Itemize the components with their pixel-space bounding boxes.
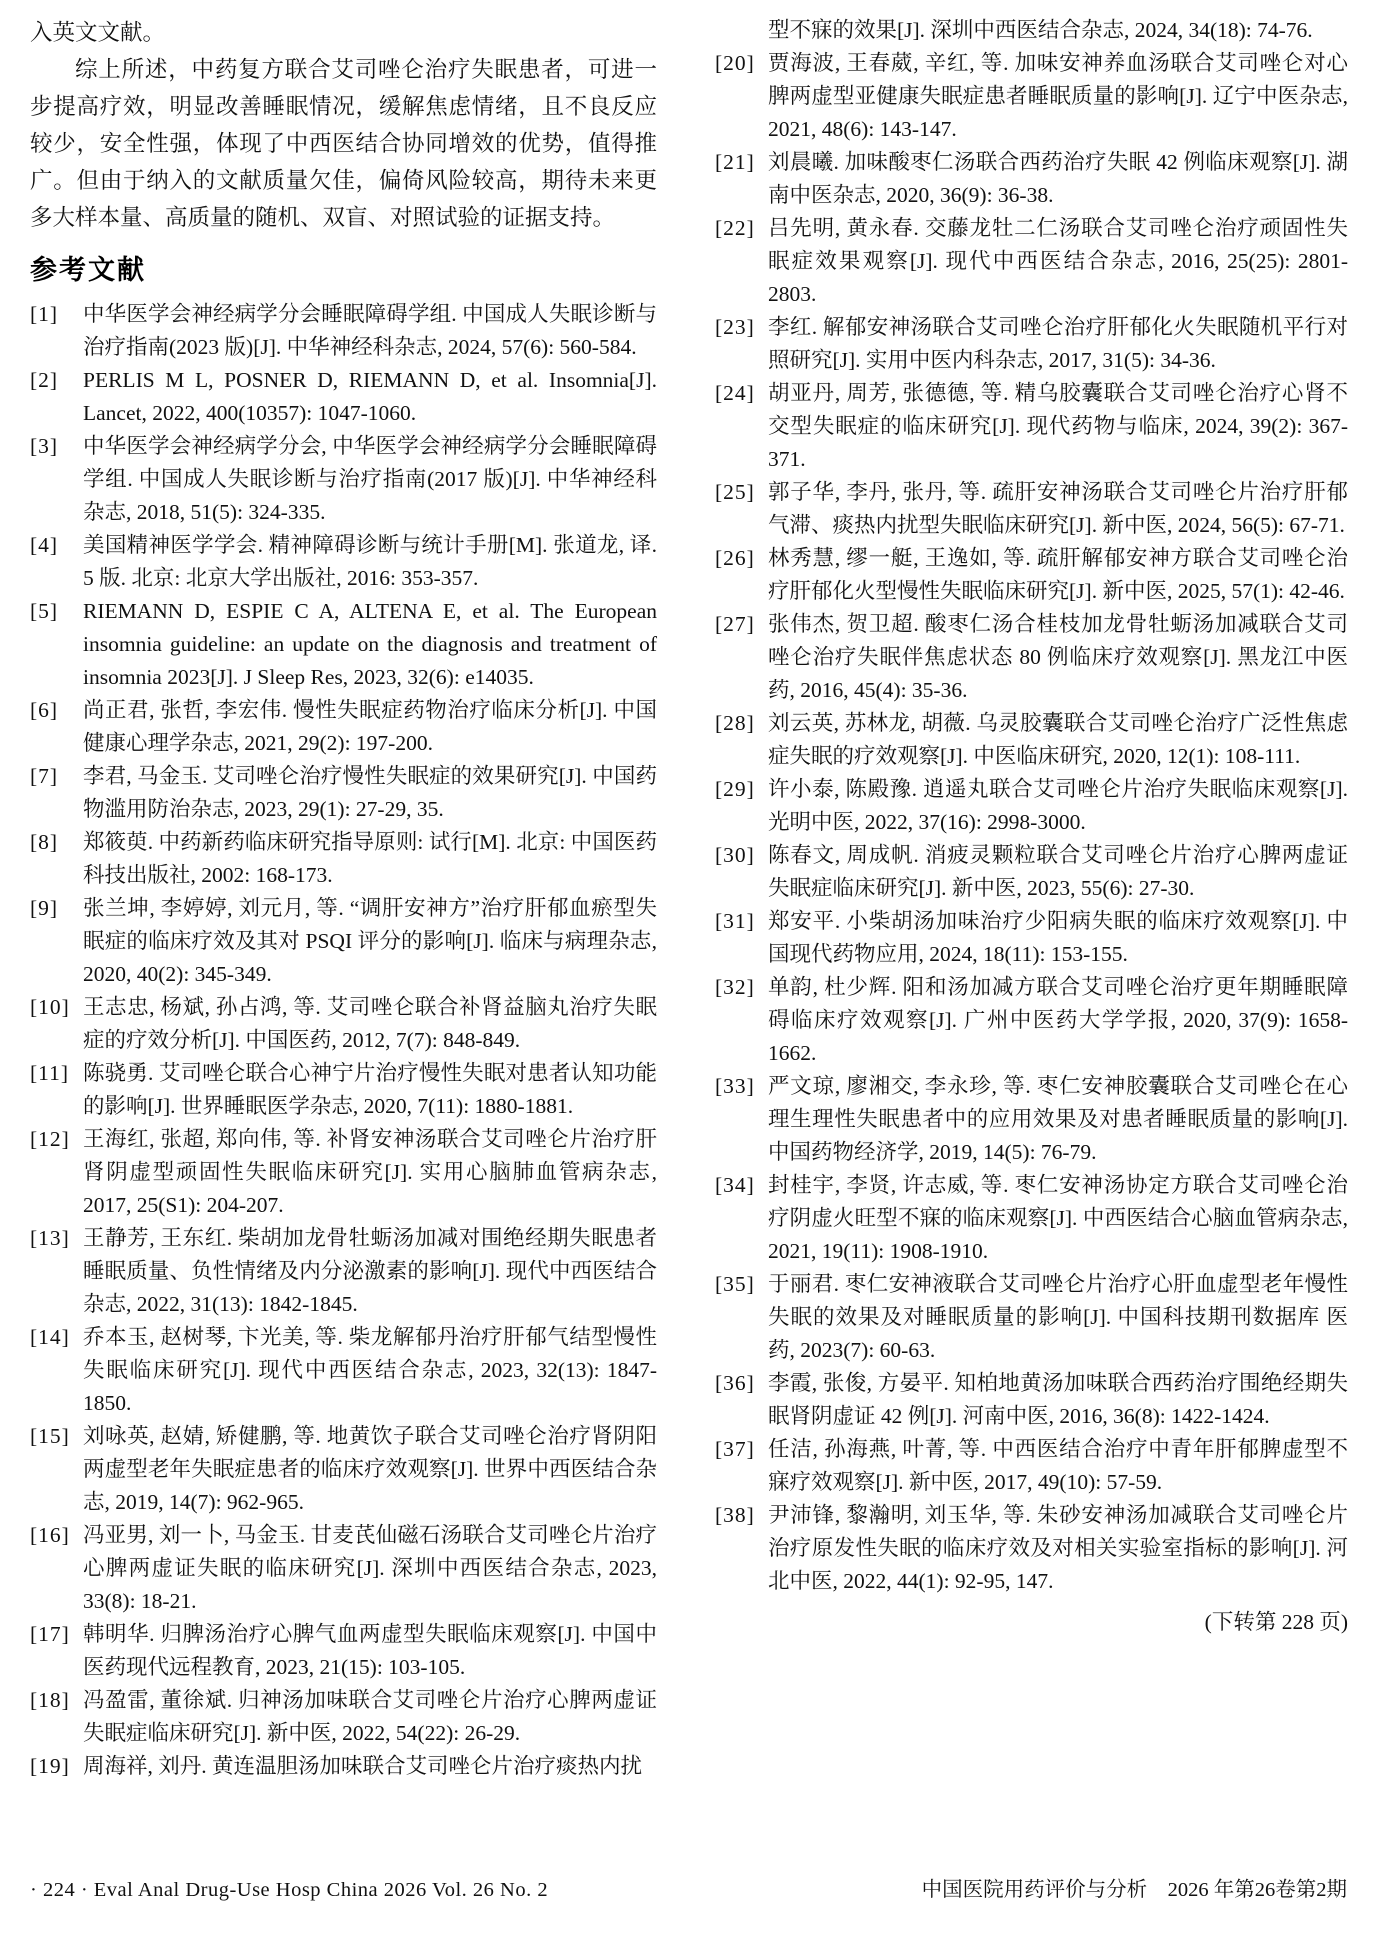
ref-text: 王志忠, 杨斌, 孙占鸿, 等. 艾司唑仑联合补肾益脑丸治疗失眠症的疗效分析[J]. 中国医药, 2012, 7(7): 848-849. <box>83 995 657 1052</box>
ref-text: 严文琼, 廖湘交, 李永珍, 等. 枣仁安神胶囊联合艾司唑仑在心理生理性失眠患者中的应用效果及对患者睡眠质量的影响[J]. 中国药物经济学, 2019, 14(5): 76-79. <box>768 1074 1348 1164</box>
ref-number: [4] <box>30 533 59 557</box>
reference-item <box>715 707 1348 773</box>
ref-text: 于丽君. 枣仁安神液联合艾司唑仑片治疗心肝血虚型老年慢性失眠的效果及对睡眠质量的影响[J]. 中国科技期刊数据库 医药, 2023(7): 60-63. <box>768 1272 1348 1362</box>
reference-item <box>30 1420 657 1519</box>
reference-item <box>30 595 657 694</box>
reference-item <box>30 364 657 430</box>
ref-number: [5] <box>30 599 59 623</box>
ref-number: [25] <box>715 480 755 504</box>
reference-item <box>30 892 657 991</box>
ref-text: 郭子华, 李丹, 张丹, 等. 疏肝安神汤联合艾司唑仑片治疗肝郁气滞、痰热内扰型失眠临床研究[J]. 新中医, 2024, 56(5): 67-71. <box>768 480 1348 537</box>
reference-item <box>715 971 1348 1070</box>
ref-number: [27] <box>715 612 755 636</box>
ref-text: 刘咏英, 赵婧, 矫健鹏, 等. 地黄饮子联合艾司唑仑治疗肾阴阳两虚型老年失眠症患者的临床疗效观察[J]. 世界中西医结合杂志, 2019, 14(7): 962-965. <box>83 1424 657 1514</box>
reference-item <box>30 1750 657 1783</box>
reference-item <box>715 1499 1348 1598</box>
right-column <box>715 14 1348 1783</box>
ref-text: 尹沛锋, 黎瀚明, 刘玉华, 等. 朱砂安神汤加减联合艾司唑仑片治疗原发性失眠的临床疗效及对相关实验室指标的影响[J]. 河北中医, 2022, 44(1): 92-95, 147. <box>768 1503 1348 1593</box>
ref-text: 冯亚男, 刘一卜, 马金玉. 甘麦芪仙磁石汤联合艾司唑仑片治疗心脾两虚证失眠的临床研究[J]. 深圳中西医结合杂志, 2023, 33(8): 18-21. <box>83 1523 657 1613</box>
ref-text: PERLIS M L, POSNER D, RIEMANN D, et al. Insomnia[J]. Lancet, 2022, 400(10357): 1047-1060. <box>83 368 657 425</box>
reference-item <box>30 1519 657 1618</box>
ref-text: 林秀慧, 缪一艇, 王逸如, 等. 疏肝解郁安神方联合艾司唑仑治疗肝郁化火型慢性失眠临床研究[J]. 新中医, 2025, 57(1): 42-46. <box>768 546 1348 603</box>
reference-item <box>30 1684 657 1750</box>
ref-text: 许小泰, 陈殿豫. 逍遥丸联合艾司唑仑片治疗失眠临床观察[J]. 光明中医, 2022, 37(16): 2998-3000. <box>768 777 1348 834</box>
reference-item <box>30 826 657 892</box>
ref-text: 周海祥, 刘丹. 黄连温胆汤加味联合艾司唑仑片治疗痰热内扰 <box>83 1754 643 1778</box>
ref-number: [26] <box>715 546 755 570</box>
ref-number: [15] <box>30 1424 70 1448</box>
reference-item <box>30 1057 657 1123</box>
ref-text: RIEMANN D, ESPIE C A, ALTENA E, et al. The European insomnia guideline: an update on the diagnosis and treatment of insomnia 2023[J]. J Sleep Res, 2023, 32(6): e14035. <box>83 599 657 689</box>
ref-text: 刘晨曦. 加味酸枣仁汤联合西药治疗失眠 42 例临床观察[J]. 湖南中医杂志, 2020, 36(9): 36-38. <box>768 150 1348 207</box>
reference-item <box>715 1367 1348 1433</box>
ref-number: [31] <box>715 909 755 933</box>
ref-number: [32] <box>715 975 755 999</box>
ref-number: [16] <box>30 1523 70 1547</box>
ref-number: [23] <box>715 315 755 339</box>
reference-item <box>30 1222 657 1321</box>
references-heading: 参考文献 <box>30 255 146 285</box>
ref-text: 李君, 马金玉. 艾司唑仑治疗慢性失眠症的效果研究[J]. 中国药物滥用防治杂志, 2023, 29(1): 27-29, 35. <box>83 764 657 821</box>
ref-text: 单韵, 杜少辉. 阳和汤加减方联合艾司唑仑治疗更年期睡眠障碍临床疗效观察[J]. 广州中医药大学学报, 2020, 37(9): 1658-1662. <box>768 975 1348 1065</box>
ref-number: [33] <box>715 1074 755 1098</box>
reference-item <box>715 1433 1348 1499</box>
continued-on-page-note: (下转第 228 页) <box>1204 1610 1348 1634</box>
page-footer <box>30 1872 1347 1902</box>
reference-item <box>715 608 1348 707</box>
ref-number: [34] <box>715 1173 755 1197</box>
ref-text: 型不寐的效果[J]. 深圳中西医结合杂志, 2024, 34(18): 74-76. <box>768 18 1313 42</box>
ref-text: 王海红, 张超, 郑向伟, 等. 补肾安神汤联合艾司唑仑片治疗肝肾阴虚型顽固性失眠临床研究[J]. 实用心脑肺血管病杂志, 2017, 25(S1): 204-207. <box>83 1127 657 1217</box>
ref-number: [19] <box>30 1754 70 1778</box>
ref-number: [28] <box>715 711 755 735</box>
ref-text: 张兰坤, 李婷婷, 刘元月, 等. “调肝安神方”治疗肝郁血瘀型失眠症的临床疗效及其对 PSQI 评分的影响[J]. 临床与病理杂志, 2020, 40(2): 345-349. <box>83 896 657 986</box>
reference-continuation <box>715 14 1348 47</box>
reference-item <box>715 542 1348 608</box>
ref-number: [9] <box>30 896 59 920</box>
reference-item <box>715 1070 1348 1169</box>
left-column <box>30 14 657 1783</box>
reference-item <box>30 430 657 529</box>
reference-item <box>715 47 1348 146</box>
ref-number: [11] <box>30 1061 70 1085</box>
ref-number: [22] <box>715 216 755 240</box>
ref-number: [29] <box>715 777 755 801</box>
ref-number: [24] <box>715 381 755 405</box>
ref-number: [12] <box>30 1127 70 1151</box>
ref-text: 吕先明, 黄永春. 交藤龙牡二仁汤联合艾司唑仑治疗顽固性失眠症效果观察[J]. 现代中西医结合杂志, 2016, 25(25): 2801-2803. <box>768 216 1348 306</box>
ref-text: 李霞, 张俊, 方晏平. 知柏地黄汤加味联合西药治疗围绝经期失眠肾阴虚证 42 例[J]. 河南中医, 2016, 36(8): 1422-1424. <box>768 1371 1348 1428</box>
ref-number: [7] <box>30 764 59 788</box>
reference-item <box>30 991 657 1057</box>
ref-text: 任洁, 孙海燕, 叶菁, 等. 中西医结合治疗中青年肝郁脾虚型不寐疗效观察[J]. 新中医, 2017, 49(10): 57-59. <box>768 1437 1348 1494</box>
ref-number: [1] <box>30 302 59 326</box>
reference-item <box>715 476 1348 542</box>
ref-text: 陈春文, 周成帆. 消疲灵颗粒联合艾司唑仑片治疗心脾两虚证失眠症临床研究[J]. 新中医, 2023, 55(6): 27-30. <box>768 843 1348 900</box>
ref-text: 贾海波, 王春葳, 辛红, 等. 加味安神养血汤联合艾司唑仑对心脾两虚型亚健康失眠症患者睡眠质量的影响[J]. 辽宁中医杂志, 2021, 48(6): 143-147. <box>768 51 1348 141</box>
ref-text: 乔本玉, 赵树琴, 卞光美, 等. 柴龙解郁丹治疗肝郁气结型慢性失眠临床研究[J]. 现代中西医结合杂志, 2023, 32(13): 1847-1850. <box>83 1325 657 1415</box>
reference-item <box>715 212 1348 311</box>
ref-number: [17] <box>30 1622 70 1646</box>
ref-number: [20] <box>715 51 755 75</box>
ref-number: [37] <box>715 1437 755 1461</box>
ref-text: 陈骁勇. 艾司唑仑联合心神宁片治疗慢性失眠对患者认知功能的影响[J]. 世界睡眠医学杂志, 2020, 7(11): 1880-1881. <box>83 1061 657 1118</box>
ref-number: [6] <box>30 698 59 722</box>
ref-text: 郑筱萸. 中药新药临床研究指导原则: 试行[M]. 北京: 中国医药科技出版社, 2002: 168-173. <box>83 830 657 887</box>
ref-number: [36] <box>715 1371 755 1395</box>
ref-text: 封桂宇, 李贤, 许志威, 等. 枣仁安神汤协定方联合艾司唑仑治疗阴虚火旺型不寐的临床观察[J]. 中西医结合心脑血管病杂志, 2021, 19(11): 1908-1910. <box>768 1173 1348 1263</box>
footer-journal-cn-issue: 中国医院用药评价与分析 2026 年第26卷第2期 <box>921 1879 1347 1901</box>
ref-number: [21] <box>715 150 755 174</box>
reference-item <box>715 377 1348 476</box>
reference-item <box>30 760 657 826</box>
ref-text: 张伟杰, 贺卫超. 酸枣仁汤合桂枝加龙骨牡蛎汤加减联合艾司唑仑治疗失眠伴焦虑状态 80 例临床疗效观察[J]. 黑龙江中医药, 2016, 45(4): 35-36. <box>768 612 1348 702</box>
footer-page-and-journal-en: · 224 · Eval Anal Drug-Use Hosp China 2026 Vol. 26 No. 2 <box>30 1879 549 1901</box>
ref-text: 中华医学会神经病学分会睡眠障碍学组. 中国成人失眠诊断与治疗指南(2023 版)[J]. 中华神经科杂志, 2024, 57(6): 560-584. <box>83 302 657 359</box>
ref-number: [13] <box>30 1226 70 1250</box>
ref-text: 郑安平. 小柴胡汤加味治疗少阳病失眠的临床疗效观察[J]. 中国现代药物应用, 2024, 18(11): 153-155. <box>768 909 1348 966</box>
two-column-body <box>30 14 1348 1783</box>
ref-text: 冯盈雷, 董徐斌. 归神汤加味联合艾司唑仑片治疗心脾两虚证失眠症临床研究[J]. 新中医, 2022, 54(22): 26-29. <box>83 1688 657 1745</box>
reference-item <box>715 839 1348 905</box>
reference-item <box>715 1169 1348 1268</box>
ref-number: [10] <box>30 995 70 1019</box>
reference-item <box>30 529 657 595</box>
ref-number: [30] <box>715 843 755 867</box>
reference-item <box>715 311 1348 377</box>
reference-item <box>715 905 1348 971</box>
reference-item <box>715 1268 1348 1367</box>
conclusion-paragraph: 综上所述，中药复方联合艾司唑仑治疗失眠患者，可进一步提高疗效，明显改善睡眠情况，缓解焦虑情绪，且不良反应较少，安全性强，体现了中西医结合协同增效的优势，值得推广。但由于纳入的文献质量欠佳，偏倚风险较高，期待未来更多大样本量、高质量的随机、双盲、对照试验的证据支持。 <box>30 57 657 230</box>
intro-tail-paragraph: 入英文文献。 <box>30 20 166 45</box>
ref-number: [3] <box>30 434 59 458</box>
reference-item <box>715 146 1348 212</box>
ref-text: 胡亚丹, 周芳, 张德德, 等. 精乌胶囊联合艾司唑仑治疗心肾不交型失眠症的临床研究[J]. 现代药物与临床, 2024, 39(2): 367-371. <box>768 381 1348 471</box>
ref-text: 中华医学会神经病学分会, 中华医学会神经病学分会睡眠障碍学组. 中国成人失眠诊断与治疗指南(2017 版)[J]. 中华神经科杂志, 2018, 51(5): 324-335. <box>83 434 657 524</box>
ref-number: [18] <box>30 1688 70 1712</box>
ref-text: 美国精神医学学会. 精神障碍诊断与统计手册[M]. 张道龙, 译. 5 版. 北京: 北京大学出版社, 2016: 353-357. <box>83 533 657 590</box>
ref-text: 刘云英, 苏林龙, 胡薇. 乌灵胶囊联合艾司唑仑治疗广泛性焦虑症失眠的疗效观察[J]. 中医临床研究, 2020, 12(1): 108-111. <box>768 711 1348 768</box>
ref-number: [35] <box>715 1272 755 1296</box>
reference-item <box>30 694 657 760</box>
ref-number: [14] <box>30 1325 70 1349</box>
ref-number: [8] <box>30 830 59 854</box>
ref-text: 韩明华. 归脾汤治疗心脾气血两虚型失眠临床观察[J]. 中国中医药现代远程教育, 2023, 21(15): 103-105. <box>83 1622 657 1679</box>
reference-item <box>30 298 657 364</box>
reference-item <box>715 773 1348 839</box>
reference-item <box>30 1123 657 1222</box>
ref-text: 王静芳, 王东红. 柴胡加龙骨牡蛎汤加减对围绝经期失眠患者睡眠质量、负性情绪及内分泌激素的影响[J]. 现代中西医结合杂志, 2022, 31(13): 1842-1845. <box>83 1226 657 1316</box>
ref-number: [2] <box>30 368 59 392</box>
ref-text: 尚正君, 张哲, 李宏伟. 慢性失眠症药物治疗临床分析[J]. 中国健康心理学杂志, 2021, 29(2): 197-200. <box>83 698 657 755</box>
reference-item <box>30 1618 657 1684</box>
ref-text: 李红. 解郁安神汤联合艾司唑仑治疗肝郁化火失眠随机平行对照研究[J]. 实用中医内科杂志, 2017, 31(5): 34-36. <box>768 315 1348 372</box>
ref-number: [38] <box>715 1503 755 1527</box>
reference-item <box>30 1321 657 1420</box>
